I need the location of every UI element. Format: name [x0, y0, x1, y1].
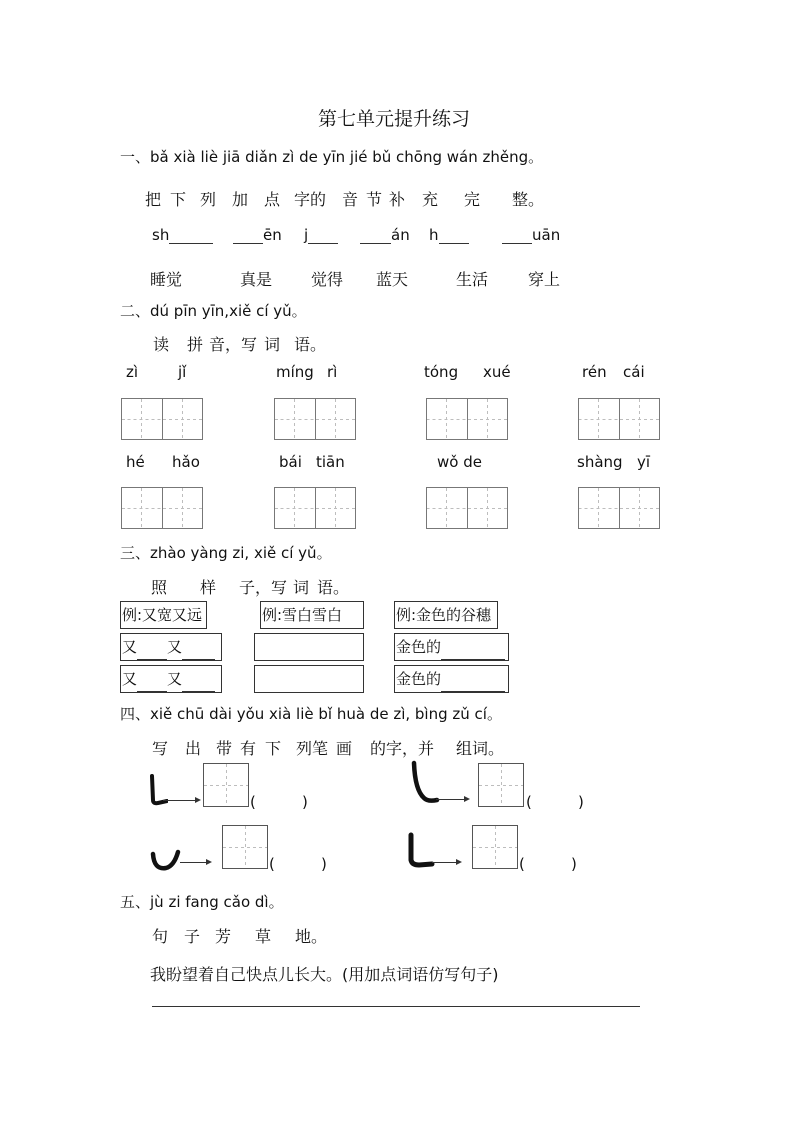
writing-cell[interactable]: [222, 825, 268, 869]
writing-grid[interactable]: [121, 398, 203, 440]
paren-open: (: [519, 855, 525, 873]
stroke-wogou-icon: [150, 848, 182, 874]
hanzi-char: 样: [200, 578, 217, 597]
answer-box-jinse[interactable]: 金色的: [394, 633, 509, 661]
hanzi-char: 照: [151, 578, 168, 597]
pinyin: wǒ de: [437, 453, 482, 471]
arrow-icon: [432, 862, 460, 863]
hanzi-char: 音，写: [209, 335, 258, 354]
writing-grid[interactable]: [121, 487, 203, 529]
hanzi-char: 画: [336, 739, 353, 758]
hanzi-char: 词: [264, 335, 281, 354]
pinyin-blank-h[interactable]: h: [429, 226, 469, 244]
word: 蓝天: [376, 270, 409, 289]
hanzi-char: 语。: [294, 335, 327, 354]
hanzi-char: 下: [170, 190, 187, 209]
writing-cell[interactable]: [203, 763, 249, 807]
pinyin: zì: [126, 363, 139, 381]
pinyin: tiān: [316, 453, 345, 471]
pinyin: tóng: [424, 363, 459, 381]
paren-open: (: [526, 793, 532, 811]
hanzi-char: 音: [342, 190, 359, 209]
hanzi-char: 的字，并: [370, 739, 435, 758]
paren-open: (: [250, 793, 256, 811]
blank-line[interactable]: [233, 226, 263, 244]
hanzi-char: 词: [293, 578, 310, 597]
blank-line[interactable]: [169, 226, 213, 244]
pinyin-blank-sh[interactable]: sh: [152, 226, 213, 244]
writing-cell[interactable]: [472, 825, 518, 869]
answer-box[interactable]: [254, 665, 364, 693]
word: 真是: [240, 270, 273, 289]
hanzi-char: 语。: [317, 578, 350, 597]
writing-grid[interactable]: [578, 398, 660, 440]
hanzi-char: 草: [255, 927, 272, 946]
paren-open: (: [269, 855, 275, 873]
word: 觉得: [311, 270, 344, 289]
pinyin: rén: [582, 363, 607, 381]
blank-line[interactable]: [439, 226, 469, 244]
paren-close: ): [321, 855, 327, 873]
writing-grid[interactable]: [274, 398, 356, 440]
hanzi-char: 点: [264, 190, 281, 209]
paren-close: ): [578, 793, 584, 811]
hanzi-char: 组词。: [456, 739, 505, 758]
pinyin: hǎo: [172, 453, 200, 471]
writing-grid[interactable]: [426, 398, 508, 440]
hanzi-char: 子，写: [239, 578, 288, 597]
hanzi-char: 加: [232, 190, 249, 209]
word: 睡觉: [150, 270, 183, 289]
answer-box-you[interactable]: 又 又: [120, 665, 222, 693]
example-box: 例:金色的谷穗: [394, 601, 498, 629]
answer-line[interactable]: [152, 1006, 640, 1007]
arrow-icon: [436, 799, 468, 800]
hanzi-char: 带: [216, 739, 233, 758]
pinyin-blank-an[interactable]: án: [360, 226, 410, 244]
example-box: 例:雪白雪白: [260, 601, 364, 629]
hanzi-char: 下: [265, 739, 282, 758]
blank-line[interactable]: [360, 226, 391, 244]
hanzi-char: 地。: [295, 927, 328, 946]
section-5-heading: 五、jù zi fang cǎo dì。: [120, 893, 284, 911]
pinyin-blank-en[interactable]: ēn: [233, 226, 282, 244]
hanzi-char: 节: [366, 190, 383, 209]
hanzi-char: 子: [184, 927, 201, 946]
blank-line[interactable]: [502, 226, 532, 244]
hanzi-char: 读: [153, 335, 170, 354]
hanzi-char: 句: [152, 927, 169, 946]
hanzi-char: 拼: [187, 335, 204, 354]
pinyin: míng: [276, 363, 314, 381]
stroke-shuzhe-icon: [146, 774, 168, 808]
hanzi-char: 充: [422, 190, 439, 209]
hanzi-char: 列笔: [296, 739, 329, 758]
word: 穿上: [528, 270, 561, 289]
stroke-shuwan-icon: [405, 832, 435, 872]
answer-box-you[interactable]: 又 又: [120, 633, 222, 661]
pinyin: bái: [279, 453, 302, 471]
page-title: 第七单元提升练习: [318, 108, 471, 130]
hanzi-char: 出: [185, 739, 202, 758]
pinyin: xué: [483, 363, 511, 381]
pinyin-blank-uan[interactable]: uān: [502, 226, 560, 244]
hanzi-char: 芳: [215, 927, 232, 946]
answer-box-jinse[interactable]: 金色的: [394, 665, 509, 693]
hanzi-char: 写: [152, 739, 169, 758]
hanzi-char: 完: [464, 190, 481, 209]
pinyin: cái: [623, 363, 645, 381]
answer-box[interactable]: [254, 633, 364, 661]
arrow-icon: [163, 800, 199, 801]
hanzi-char: 列: [200, 190, 217, 209]
hanzi-char: 有: [240, 739, 257, 758]
pinyin: shàng: [577, 453, 623, 471]
hanzi-char: 把: [145, 190, 162, 209]
paren-close: ): [571, 855, 577, 873]
sentence-instruction: 我盼望着自己快点儿长大。(用加点词语仿写句子): [150, 965, 499, 984]
hanzi-char: 字的: [294, 190, 327, 209]
blank-line[interactable]: [308, 226, 338, 244]
writing-grid[interactable]: [274, 487, 356, 529]
pinyin: rì: [327, 363, 338, 381]
arrow-icon: [180, 862, 210, 863]
section-3-heading: 三、zhào yàng zi, xiě cí yǔ。: [120, 544, 332, 562]
hanzi-char: 整。: [512, 190, 545, 209]
section-2-heading: 二、dú pīn yīn,xiě cí yǔ。: [120, 302, 307, 320]
section-1-heading: 一、bǎ xià liè jiā diǎn zì de yīn jié bǔ chōng wán zhěng。: [120, 148, 544, 166]
writing-cell[interactable]: [478, 763, 524, 807]
hanzi-char: 补: [389, 190, 406, 209]
pinyin: yī: [637, 453, 651, 471]
writing-grid[interactable]: [578, 487, 660, 529]
pinyin-blank-j[interactable]: j: [304, 226, 338, 244]
example-box: 例:又宽又远: [120, 601, 207, 629]
word: 生活: [456, 270, 489, 289]
section-4-heading: 四、xiě chū dài yǒu xià liè bǐ huà de zì, bìng zǔ cí。: [120, 705, 502, 723]
writing-grid[interactable]: [426, 487, 508, 529]
pinyin: jǐ: [178, 363, 187, 381]
paren-close: ): [302, 793, 308, 811]
pinyin: hé: [126, 453, 145, 471]
